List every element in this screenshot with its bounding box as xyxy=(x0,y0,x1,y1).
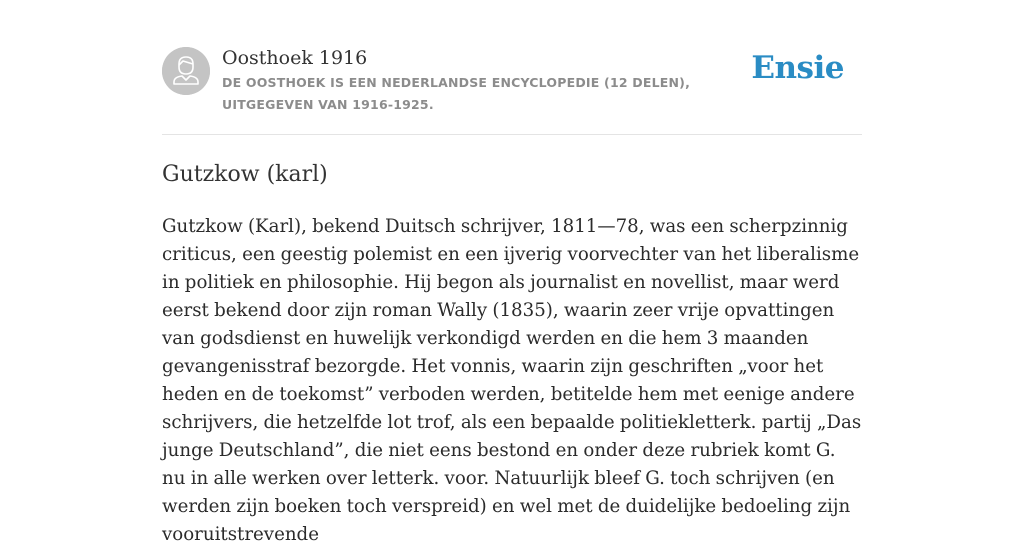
page-container xyxy=(162,0,862,549)
article-body: Gutzkow (Karl), bekend Duitsch schrijver, 1811—78, was een scherpzinnig criticus, een geestig polemist en een ijverig voorvechter van het liberalisme in politiek en philosophie. Hij begon als journalist en novellist, maar werd eerst bekend door zijn roman Wally (1835), waarin zeer vrije opvattingen van godsdienst en huwelijk verkondigd werden en die hem 3 maanden gevangenisstraf bezorgde. Het vonnis, waarin zijn geschriften „voor het heden en de toekomst” verboden werden, betitelde hem met eenige andere schrijvers, die hetzelfde lot trof, als een bepaalde politiekletterk. partij „Das junge Deutschland”, die niet eens bestond en onder deze rubriek komt G. nu in alle werken over letterk. voor. Natuurlijk bleef G. toch schrijven (en werden zijn boeken toch verspreid) en wel met de duidelijke bedoeling zijn vooruitstrevende xyxy=(162,216,862,545)
article-title: Gutzkow (karl) xyxy=(162,162,328,187)
source-header xyxy=(162,0,862,135)
ensie-logo[interactable]: Ensie xyxy=(751,50,844,86)
source-info xyxy=(222,46,762,116)
source-description: DE OOSTHOEK IS EEN NEDERLANDSE ENCYCLOPEDIE (12 DELEN), UITGEGEVEN VAN 1916-1925. xyxy=(222,75,691,112)
user-avatar-icon[interactable] xyxy=(162,47,210,95)
source-title[interactable]: Oosthoek 1916 xyxy=(222,47,368,69)
